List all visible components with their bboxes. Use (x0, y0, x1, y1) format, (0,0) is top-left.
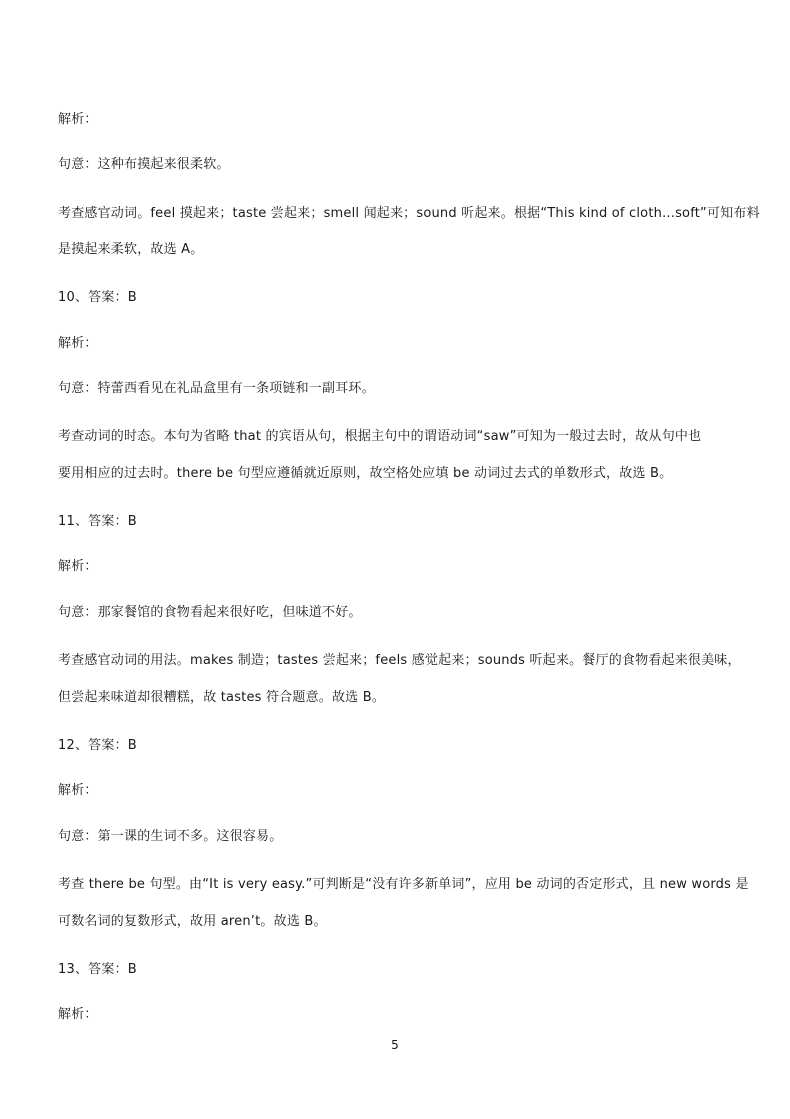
sentence-meaning: 句意：第一课的生词不多。这很容易。 (58, 829, 283, 844)
answer-heading: 11、答案：B (58, 514, 137, 529)
explanation-line: 考查动词的时态。本句为省略 that 的宾语从句，根据主句中的谓语动词“saw”可知为一般过去时，故从句中也 (58, 429, 702, 444)
analysis-label: 解析： (58, 1007, 98, 1022)
sentence-meaning: 句意：特蕾西看见在礼品盒里有一条项链和一副耳环。 (58, 381, 375, 396)
analysis-label: 解析： (58, 559, 98, 574)
answer-heading: 13、答案：B (58, 962, 137, 977)
explanation-line: 考查感官动词。feel 摸起来；taste 尝起来；smell 闻起来；sound 听起来。根据“This kind of cloth...soft”可知布料 (58, 206, 760, 221)
explanation-line: 考查 there be 句型。由“It is very easy.”可判断是“没有许多新单词”，应用 be 动词的否定形式，且 new words 是 (58, 877, 749, 892)
answer-heading: 12、答案：B (58, 738, 137, 753)
analysis-label: 解析： (58, 336, 98, 351)
explanation-line: 考查感官动词的用法。makes 制造；tastes 尝起来；feels 感觉起来；sounds 听起来。餐厅的食物看起来很美味， (58, 653, 741, 668)
explanation-line: 但尝起来味道却很糟糕，故 tastes 符合题意。故选 B。 (58, 690, 386, 705)
sentence-meaning: 句意：这种布摸起来很柔软。 (58, 157, 230, 172)
analysis-label: 解析： (58, 783, 98, 798)
answer-heading: 10、答案：B (58, 290, 137, 305)
sentence-meaning: 句意：那家餐馆的食物看起来很好吃，但味道不好。 (58, 605, 362, 620)
analysis-label: 解析： (58, 112, 98, 127)
explanation-line: 是摸起来柔软，故选 A。 (58, 242, 204, 257)
page-number: 5 (391, 1038, 399, 1052)
explanation-line: 可数名词的复数形式，故用 aren’t。故选 B。 (58, 914, 327, 929)
explanation-line: 要用相应的过去时。there be 句型应遵循就近原则，故空格处应填 be 动词过去式的单数形式，故选 B。 (58, 466, 673, 481)
